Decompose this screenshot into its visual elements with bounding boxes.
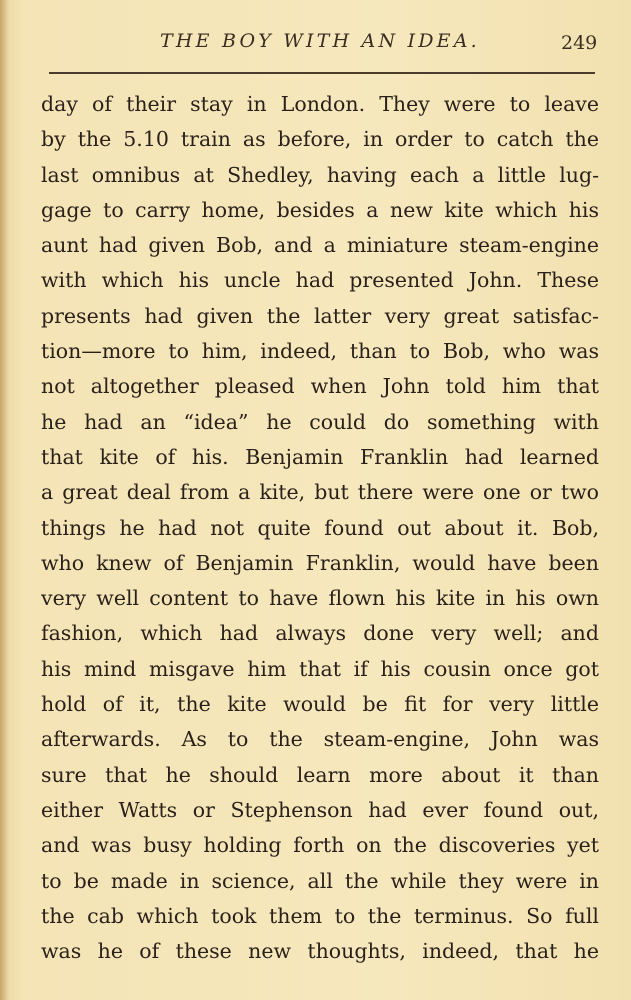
text-line: afterwards. As to the steam-engine, John was	[41, 727, 599, 752]
text-line: he had an “idea” he could do something with	[41, 409, 599, 434]
body-text	[41, 87, 599, 969]
text-line: was he of these new thoughts, indeed, that he	[41, 939, 599, 964]
text-line: very well content to have flown his kite in his own	[41, 586, 599, 611]
text-line: his mind misgave him that if his cousin once got	[41, 656, 599, 681]
text-line: to be made in science, all the while they were in	[41, 868, 599, 893]
text-line: things he had not quite found out about it. Bob,	[41, 515, 599, 540]
binding-shadow	[0, 0, 8, 1000]
text-line: who knew of Benjamin Franklin, would have been	[41, 550, 599, 575]
text-line: presents had given the latter very great satisfac-	[41, 303, 599, 328]
page-number: 249	[561, 32, 598, 54]
text-line: day of their stay in London. They were to leave	[41, 92, 599, 116]
running-title: THE BOY WITH AN IDEA.	[160, 30, 480, 52]
text-line: not altogether pleased when John told him that	[41, 374, 599, 399]
text-line: by the 5.10 train as before, in order to catch the	[41, 127, 599, 152]
header-rule	[49, 72, 595, 74]
text-line: gage to carry home, besides a new kite which his	[41, 197, 599, 222]
text-line: with which his uncle had presented John. These	[41, 268, 599, 293]
text-line: sure that he should learn more about it than	[41, 762, 599, 787]
text-line: hold of it, the kite would be fit for very little	[41, 692, 599, 717]
text-line: fashion, which had always done very well; and	[41, 621, 599, 646]
text-line: a great deal from a kite, but there were one or two	[41, 480, 599, 505]
text-line: tion—more to him, indeed, than to Bob, who was	[41, 339, 599, 364]
text-line: aunt had given Bob, and a miniature steam-engine	[41, 233, 599, 258]
text-line: and was busy holding forth on the discoveries yet	[41, 833, 599, 858]
page-header	[0, 30, 631, 64]
text-line: last omnibus at Shedley, having each a little lug-	[41, 162, 599, 187]
text-line: that kite of his. Benjamin Franklin had learned	[41, 444, 599, 469]
text-line: the cab which took them to the terminus. So full	[41, 903, 599, 928]
text-line: either Watts or Stephenson had ever found out,	[41, 797, 599, 822]
